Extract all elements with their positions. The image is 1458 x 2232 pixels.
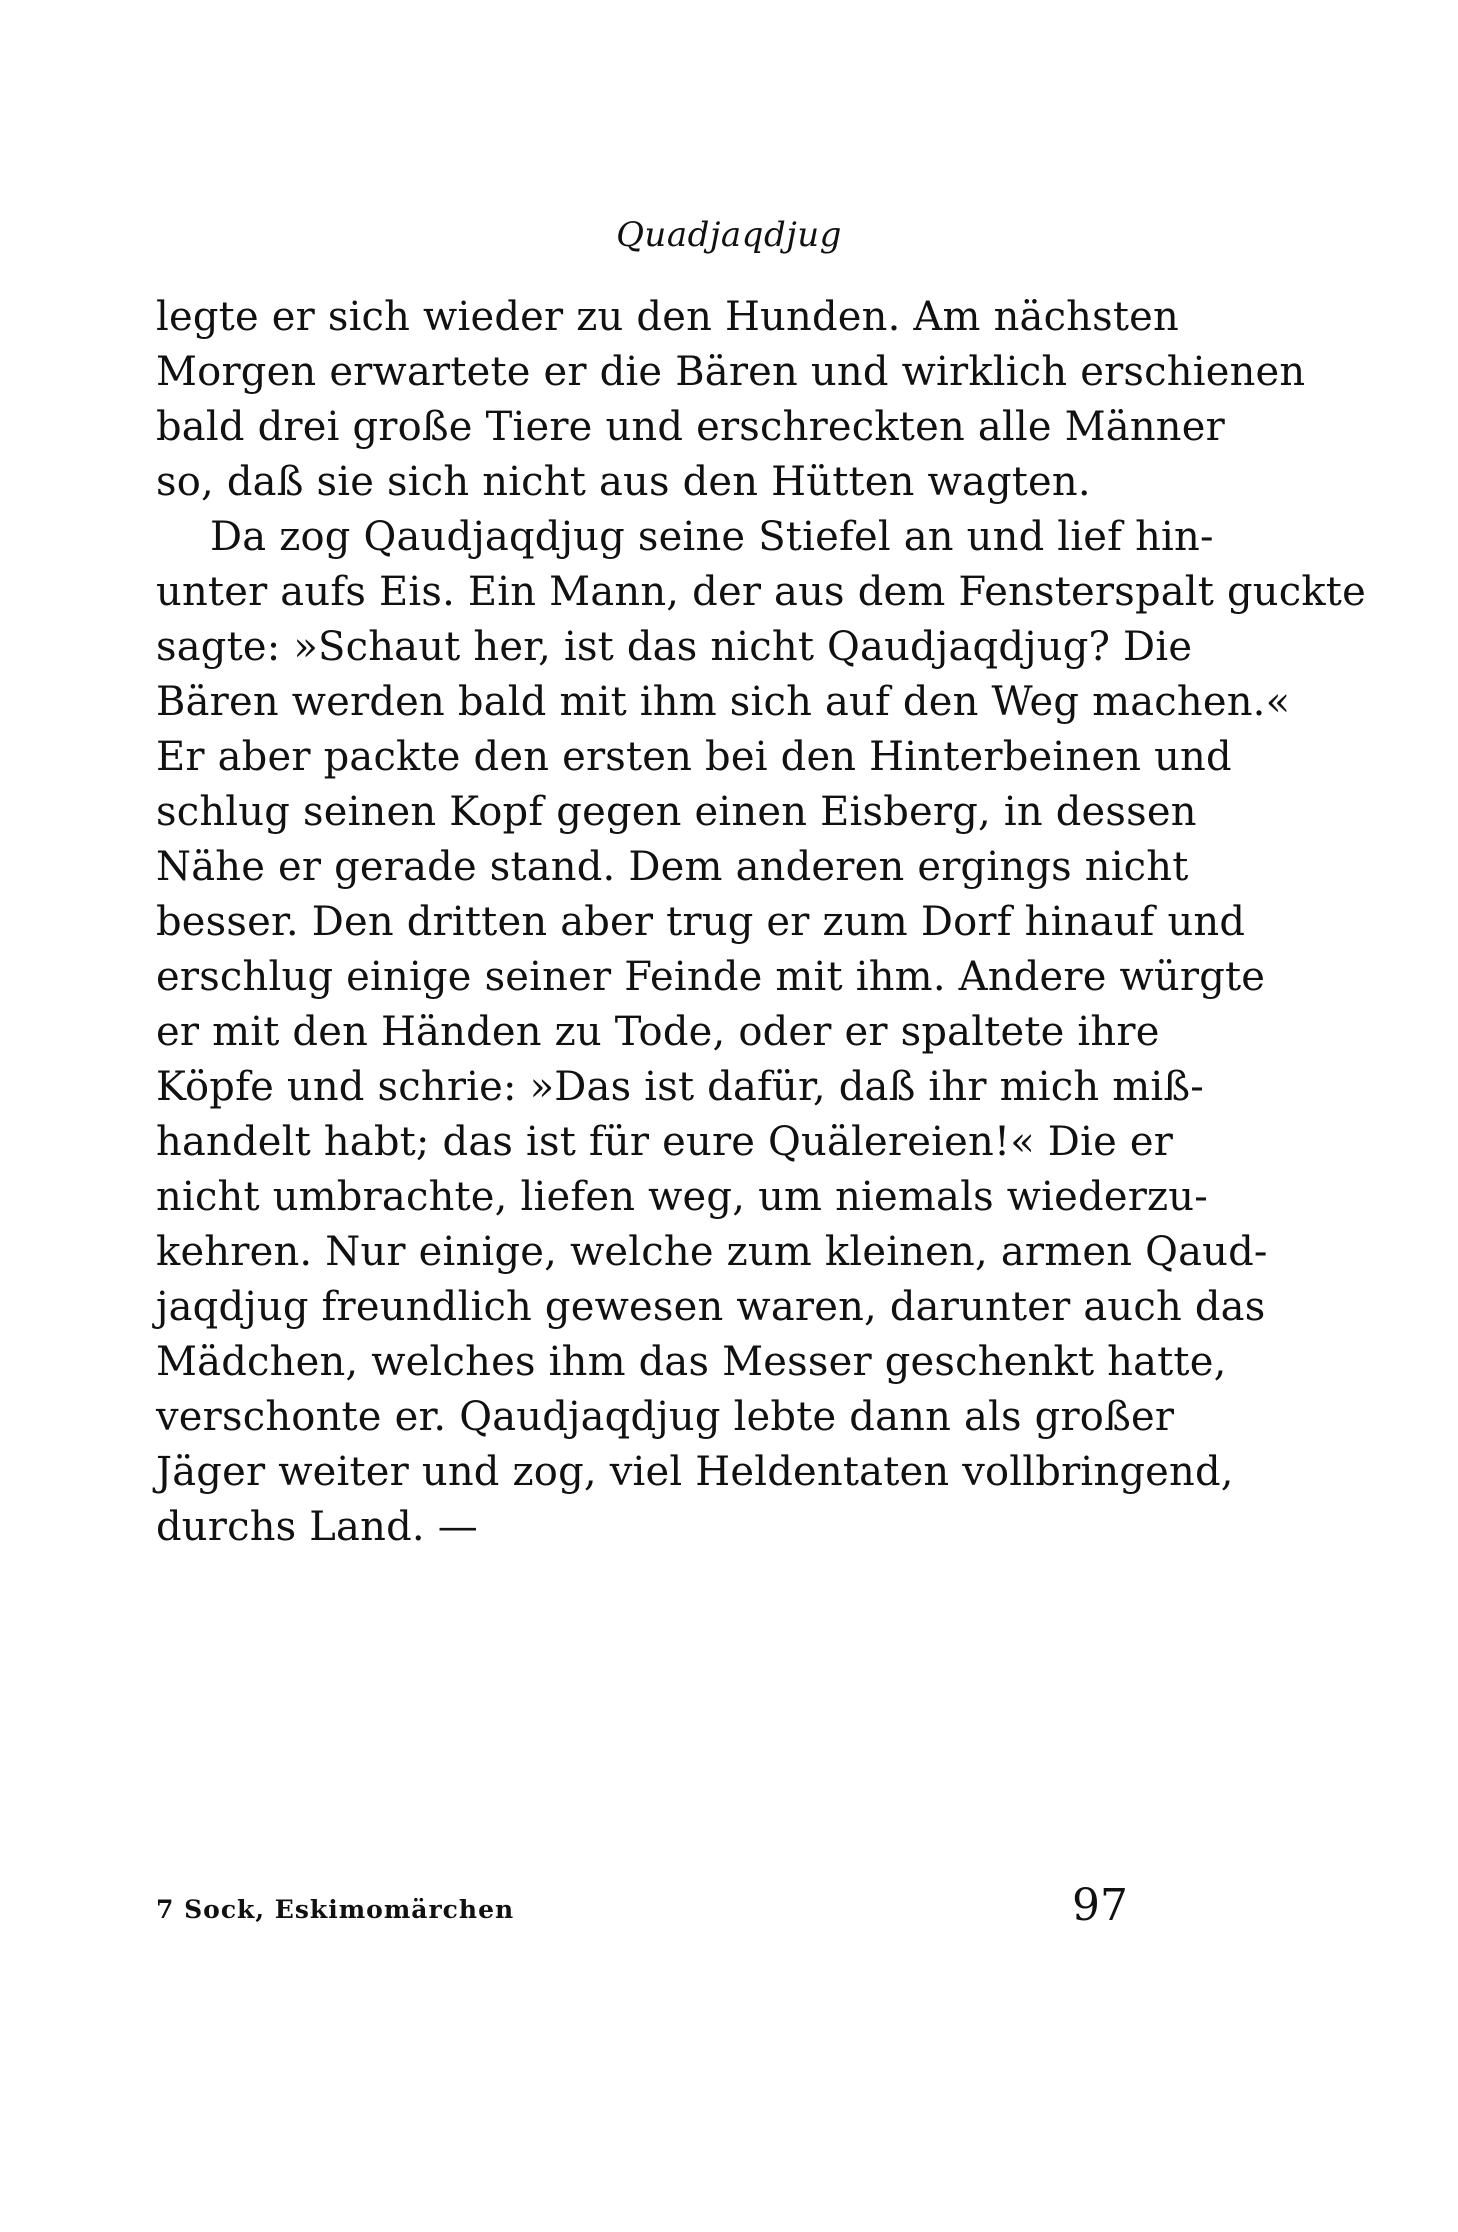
text-line: Jäger weiter und zog, viel Heldentaten vollbringend, [156,1449,1234,1495]
text-line: handelt habt; das ist für eure Quälereien!« Die er [156,1119,1174,1165]
text-line: jaqdjug freundlich gewesen waren, darunter auch das [156,1284,1266,1330]
text-line: Nähe er gerade stand. Dem anderen ergings nicht [156,844,1189,890]
text-line: besser. Den dritten aber trug er zum Dorf hinauf und [156,899,1246,945]
text-line: Er aber packte den ersten bei den Hinterbeinen und [156,734,1232,780]
footer-signature: 7 Sock, Eskimomärchen [156,1895,515,1924]
text-line: Da zog Qaudjaqdjug seine Stiefel an und lief hin- [210,514,1214,560]
text-line: Köpfe und schrie: »Das ist dafür, daß ihr mich miß- [156,1064,1204,1110]
text-line: legte er sich wieder zu den Hunden. Am nächsten [156,294,1179,340]
page-number: 97 [1072,1880,1128,1931]
text-line: verschonte er. Qaudjaqdjug lebte dann als großer [156,1394,1175,1440]
text-line: durchs Land. — [156,1504,478,1550]
text-line: erschlug einige seiner Feinde mit ihm. Andere würgte [156,954,1266,1000]
text-line: Mädchen, welches ihm das Messer geschenkt hatte, [156,1339,1227,1385]
text-line: sagte: »Schaut her, ist das nicht Qaudjaqdjug? Die [156,624,1193,670]
text-line: schlug seinen Kopf gegen einen Eisberg, in dessen [156,789,1197,835]
text-line: nicht umbrachte, liefen weg, um niemals wiederzu- [156,1174,1208,1220]
text-line: Morgen erwartete er die Bären und wirklich erschienen [156,349,1306,395]
text-line: kehren. Nur einige, welche zum kleinen, armen Qaud- [156,1229,1268,1275]
text-line: so, daß sie sich nicht aus den Hütten wagten. [156,459,1091,505]
text-line: unter aufs Eis. Ein Mann, der aus dem Fensterspalt guckte [156,569,1366,615]
running-head: Quadjaqdjug [616,215,842,255]
text-line: er mit den Händen zu Tode, oder er spaltete ihre [156,1009,1160,1055]
text-line: Bären werden bald mit ihm sich auf den Weg machen.« [156,679,1291,725]
body-text [156,290,1366,1555]
text-line: bald drei große Tiere und erschreckten alle Männer [156,404,1225,450]
